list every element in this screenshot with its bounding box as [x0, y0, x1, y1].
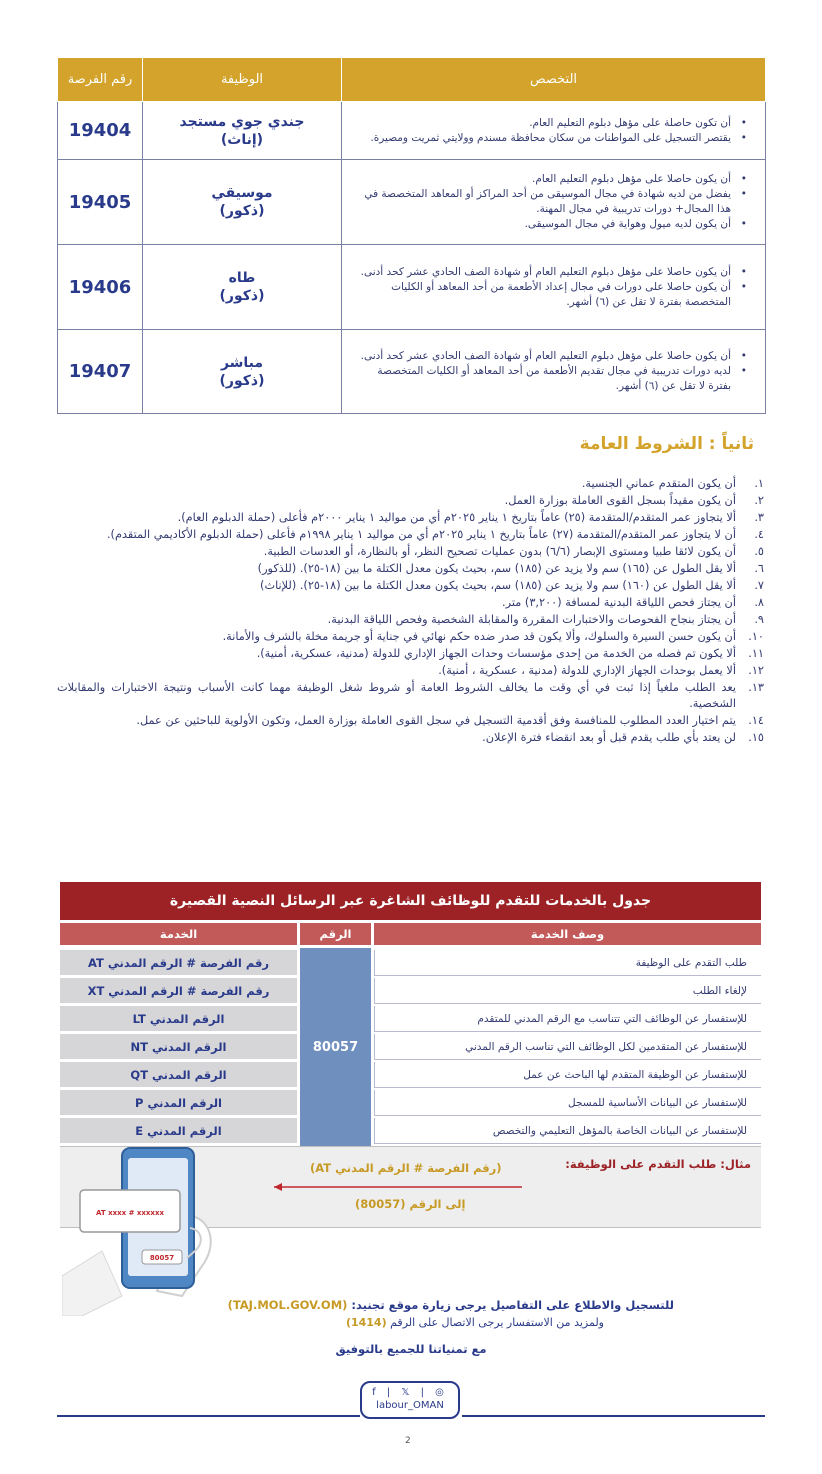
- condition-text: ألا يتجاوز عمر المتقدم/المتقدمة (٢٥) عاماً بتاريخ ١ يناير ٢٠٢٥م أي من مواليد ١ يناير ٢٠٠٠م فأعلى (حملة الدبلوم العام).: [177, 511, 736, 524]
- jobs-table: [57, 57, 766, 414]
- example-command: (رقم الفرصة # الرقم المدني AT): [310, 1161, 502, 1175]
- job-gender: (ذكور): [219, 288, 265, 304]
- job-title-cell: [143, 245, 342, 330]
- condition-item: [57, 629, 764, 645]
- condition-item: [57, 730, 764, 746]
- condition-item: [57, 680, 764, 712]
- condition-text: أن يكون لائقا طبيا ومستوى الإبصار (٦/٦) بدون عمليات تصحيح النظر، أو بالنظارة، أو العدسات الطبية.: [263, 545, 736, 558]
- closing-wish: مع تمنياتنا للجميع بالتوفيق: [335, 1342, 487, 1356]
- condition-text: أن يكون حسن السيرة والسلوك، وألا يكون قد صدر ضده حكم نهائي في جناية أو جريمة مخلة بالشرف والأمانة.: [222, 630, 736, 643]
- service-command: الرقم المدني LT: [60, 1006, 297, 1031]
- registration-text: للتسجيل والاطلاع على التفاصيل يرجى زيارة موقع تجنيد:: [351, 1298, 674, 1312]
- condition-number: ٨.: [754, 596, 764, 609]
- table-row: [58, 102, 766, 160]
- condition-text: أن يكون مقيداً بسجل القوى العاملة بوزارة العمل.: [504, 494, 736, 507]
- header-description: وصف الخدمة: [374, 923, 761, 945]
- requirement-item: • لديه دورات تدريبية في مجال تقديم الأطعمة من أحد المعاهد أو الكليات المتخصصة بفترة لا تقل عن (٦) أشهر.: [352, 364, 747, 394]
- header-command: الخدمة: [60, 923, 297, 945]
- service-description: للإستفسار عن البيانات الخاصة بالمؤهل التعليمي والتخصص: [374, 1118, 761, 1144]
- job-requirements: [342, 102, 766, 160]
- job-requirements: [342, 245, 766, 330]
- condition-text: ألا يقل الطول عن (١٦٠) سم ولا يزيد عن (١٨٥) سم، بحيث يكون معدل الكتلة ما بين (١٨-٢٥). (للإناث): [260, 579, 736, 592]
- condition-number: ١٤.: [748, 714, 764, 727]
- requirement-item: • يفضل من لديه شهادة في مجال الموسيقى من أحد المراكز أو المعاهد المتخصصة في هذا المجال+ دورات تدريبية في مجال المهنة.: [352, 187, 747, 217]
- social-handle: labour_OMAN: [376, 1400, 444, 1411]
- opportunity-number: 19407: [58, 330, 143, 414]
- condition-text: يعد الطلب ملغياً إذا ثبت في أي وقت ما يخالف الشروط العامة أو شروط شغل الوظيفة مهما كانت الأسباب ونتيجة الاختبارات والمقابلات الشخصية.: [57, 681, 736, 710]
- social-icons: f | 𝕏 | ◎: [372, 1387, 448, 1398]
- service-command: الرقم المدني QT: [60, 1062, 297, 1087]
- condition-number: ٥.: [754, 545, 764, 558]
- condition-number: ٢.: [754, 494, 764, 507]
- condition-text: ألا يكون تم فصله من الخدمة من إحدى مؤسسات وحدات الجهاز الإداري للدولة (مدنية، عسكرية، أمنية).: [256, 647, 736, 660]
- condition-item: [57, 544, 764, 560]
- service-description: لإلغاء الطلب: [374, 978, 761, 1004]
- inquiry-text: ولمزيد من الاستفسار يرجى الاتصال على الرقم: [390, 1316, 604, 1329]
- condition-item: [57, 510, 764, 526]
- requirement-item: • أن تكون حاصلة على مؤهل دبلوم التعليم العام.: [352, 116, 747, 131]
- social-media-badge[interactable]: [360, 1381, 460, 1419]
- condition-number: ١٢.: [748, 664, 764, 677]
- header-spec: التخصص: [342, 58, 766, 102]
- condition-number: ١١.: [748, 647, 764, 660]
- example-label: مثال: طلب التقدم على الوظيفة:: [565, 1157, 751, 1171]
- condition-item: [57, 493, 764, 509]
- condition-number: ٦.: [754, 562, 764, 575]
- registration-line: [228, 1298, 674, 1312]
- service-command: رقم الفرصة # الرقم المدني XT: [60, 978, 297, 1003]
- table-row: [58, 330, 766, 414]
- condition-text: لن يعتد بأي طلب يقدم قبل أو بعد انقضاء فترة الإعلان.: [482, 731, 736, 744]
- condition-item: [57, 595, 764, 611]
- website-link[interactable]: (TAJ.MOL.GOV.OM): [227, 1298, 348, 1312]
- phone-recipient-number: 80057: [149, 1254, 175, 1262]
- table-row: [58, 160, 766, 245]
- condition-number: ٧.: [754, 579, 764, 592]
- header-number: رقم الفرصة: [58, 58, 143, 102]
- requirement-item: • أن يكون حاصلا على مؤهل دبلوم التعليم العام أو شهادة الصف الحادي عشر كحد أدنى.: [352, 349, 747, 364]
- job-title: مباشر: [220, 354, 264, 371]
- condition-item: [57, 663, 764, 679]
- condition-item: [57, 476, 764, 492]
- condition-item: [57, 578, 764, 594]
- job-title: جندي جوي مستجد: [179, 113, 305, 130]
- condition-text: ألا يقل الطول عن (١٦٥) سم ولا يزيد عن (١٨٥) سم، بحيث يكون معدل الكتلة ما بين (١٨-٢٥). (للذكور): [257, 562, 736, 575]
- condition-text: أن يجتاز فحص اللياقة البدنية لمسافة (٣,٢٠٠) متر.: [502, 596, 736, 609]
- footer-divider: [57, 1415, 360, 1417]
- condition-text: يتم اختيار العدد المطلوب للمنافسة وفق أقدمية التسجيل في سجل القوى العاملة بوزارة العمل، وتكون الأولوية للباحثين عن عمل.: [136, 714, 736, 727]
- requirement-item: • أن يكون حاصلا على مؤهل دبلوم التعليم العام أو شهادة الصف الحادي عشر كحد أدنى.: [352, 265, 747, 280]
- service-description: للإستفسار عن الوظائف التي تتناسب مع الرقم المدني للمتقدم: [374, 1006, 761, 1032]
- header-number: الرقم: [300, 923, 371, 945]
- service-description: للإستفسار عن البيانات الأساسية للمسجل: [374, 1090, 761, 1116]
- condition-number: ٤.: [754, 528, 764, 541]
- requirement-item: • أن يكون لديه ميول وهواية في مجال الموسيقى.: [352, 217, 747, 232]
- general-conditions-heading: ثانياً : الشروط العامة: [579, 434, 754, 454]
- condition-number: ٩.: [754, 613, 764, 626]
- jobs-table-header: [58, 58, 766, 102]
- condition-number: ٣.: [754, 511, 764, 524]
- page-number: 2: [405, 1436, 411, 1446]
- opportunity-number: 19404: [58, 102, 143, 160]
- header-job: الوظيفة: [143, 58, 342, 102]
- condition-text: أن لا يتجاوز عمر المتقدم/المتقدمة (٢٧) عاماً بتاريخ ١ يناير ٢٠٢٥م أي من مواليد ١ يناير ١٩٩٨م فأعلى (حملة الدبلوم الأكاديمي المتقدم).: [106, 528, 736, 541]
- service-command: الرقم المدني E: [60, 1118, 297, 1143]
- condition-item: [57, 612, 764, 628]
- condition-text: أن يكون المتقدم عماني الجنسية.: [581, 477, 736, 490]
- condition-number: ١٠.: [748, 630, 764, 643]
- job-title-cell: [143, 102, 342, 160]
- condition-item: [57, 646, 764, 662]
- service-command: رقم الفرصة # الرقم المدني AT: [60, 950, 297, 975]
- opportunity-number: 19406: [58, 245, 143, 330]
- condition-item: [57, 561, 764, 577]
- phone-message: AT xxxx # xxxxxx: [96, 1209, 164, 1217]
- sms-table-title: جدول بالخدمات للتقدم للوظائف الشاغرة عبر الرسائل النصية القصيرة: [60, 882, 761, 920]
- job-gender: (إناث): [220, 131, 264, 148]
- job-title-cell: [143, 160, 342, 245]
- condition-item: [57, 527, 764, 543]
- service-description: للإستفسار عن الوظيفة المتقدم لها الباحث عن عمل: [374, 1062, 761, 1088]
- requirement-item: • أن يكون حاصلا على مؤهل دبلوم التعليم العام.: [352, 172, 747, 187]
- job-title: موسيقي: [211, 185, 273, 201]
- job-gender: (ذكور): [219, 372, 265, 389]
- footer-divider: [462, 1415, 765, 1417]
- condition-item: [57, 713, 764, 729]
- general-conditions-list: [57, 476, 764, 747]
- service-command: الرقم المدني P: [60, 1090, 297, 1115]
- condition-number: ١.: [754, 477, 764, 490]
- service-description: للإستفسار عن المتقدمين لكل الوظائف التي تناسب الرقم المدني: [374, 1034, 761, 1060]
- job-requirements: [342, 330, 766, 414]
- condition-number: ١٣.: [748, 681, 764, 694]
- job-title: طاه: [228, 270, 256, 286]
- condition-text: أن يجتاز بنجاح الفحوصات والاختبارات المقررة والمقابلة الشخصية وفحص اللياقة البدنية.: [327, 613, 736, 626]
- opportunity-number: 19405: [58, 160, 143, 245]
- phone-number: (1414): [345, 1316, 387, 1329]
- job-gender: (ذكور): [219, 203, 265, 219]
- table-row: [58, 245, 766, 330]
- job-title-cell: [143, 330, 342, 414]
- condition-text: ألا يعمل بوحدات الجهاز الإداري للدولة (مدنية ، عسكرية ، أمنية).: [438, 664, 736, 677]
- requirement-item: • أن يكون حاصلا على دورات في مجال إعداد الأطعمة من أحد المعاهد أو الكليات المتخصصة بفترة لا تقل عن (٦) أشهر.: [352, 280, 747, 310]
- service-command: الرقم المدني NT: [60, 1034, 297, 1059]
- condition-number: ١٥.: [748, 731, 764, 744]
- arrow-icon: [270, 1181, 530, 1193]
- inquiry-line: [346, 1316, 604, 1329]
- job-requirements: [342, 160, 766, 245]
- example-recipient: إلى الرقم (80057): [355, 1197, 466, 1211]
- sms-short-number: 80057: [300, 948, 371, 1146]
- service-description: طلب التقدم على الوظيفة: [374, 950, 761, 976]
- phone-illustration-icon: [62, 1146, 222, 1316]
- requirement-item: • يقتصر التسجيل على المواطنات من سكان محافظة مسندم وولايتي ثمريت ومصيرة.: [352, 131, 747, 146]
